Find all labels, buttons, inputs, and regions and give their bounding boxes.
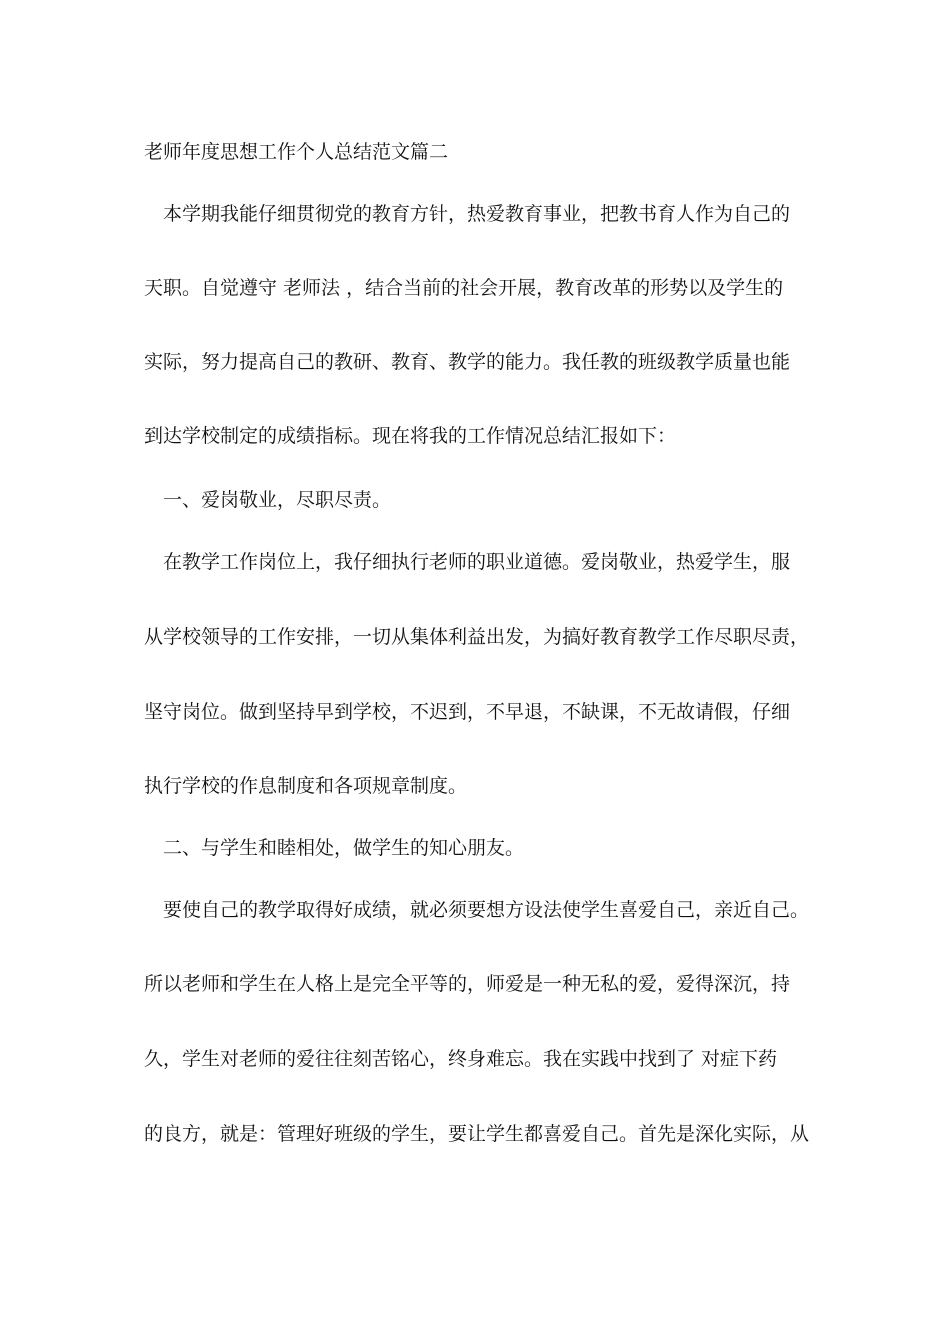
paragraph-line: 执行学校的作息制度和各项规章制度。 [144,775,468,797]
section-heading: 一、爱岗敬业，尽职尽责。 [163,489,392,511]
paragraph-line: 久，学生对老师的爱往往刻苦铭心，终身难忘。我在实践中找到了 对症下药 [144,1048,778,1070]
document-title: 老师年度思想工作个人总结范文篇二 [144,141,449,163]
paragraph-line: 天职。自觉遵守 老师法 ，结合当前的社会开展，教育改革的形势以及学生的 [144,277,784,299]
section-heading: 二、与学生和睦相处，做学生的知心朋友。 [163,837,525,859]
paragraph-line: 在教学工作岗位上，我仔细执行老师的职业道德。爱岗敬业，热爱学生，服 [163,551,791,573]
paragraph-line: 从学校领导的工作安排，一切从集体利益出发，为搞好教育教学工作尽职尽责， [144,626,810,648]
paragraph-line: 的良方，就是：管理好班级的学生，要让学生都喜爱自己。首先是深化实际，从 [144,1123,810,1145]
paragraph-line: 要使自己的教学取得好成绩，就必须要想方设法使学生喜爱自己，亲近自己。 [163,899,810,921]
paragraph-line: 本学期我能仔细贯彻党的教育方针，热爱教育事业，把教书育人作为自己的 [163,203,791,225]
paragraph-line: 实际，努力提高自己的教研、教育、教学的能力。我任教的班级教学质量也能 [144,351,791,373]
paragraph-line: 坚守岗位。做到坚持早到学校，不迟到，不早退，不缺课，不无故请假，仔细 [144,701,791,723]
paragraph-line: 到达学校制定的成绩指标。现在将我的工作情况总结汇报如下： [144,425,677,447]
paragraph-line: 所以老师和学生在人格上是完全平等的，师爱是一种无私的爱，爱得深沉，持 [144,973,791,995]
